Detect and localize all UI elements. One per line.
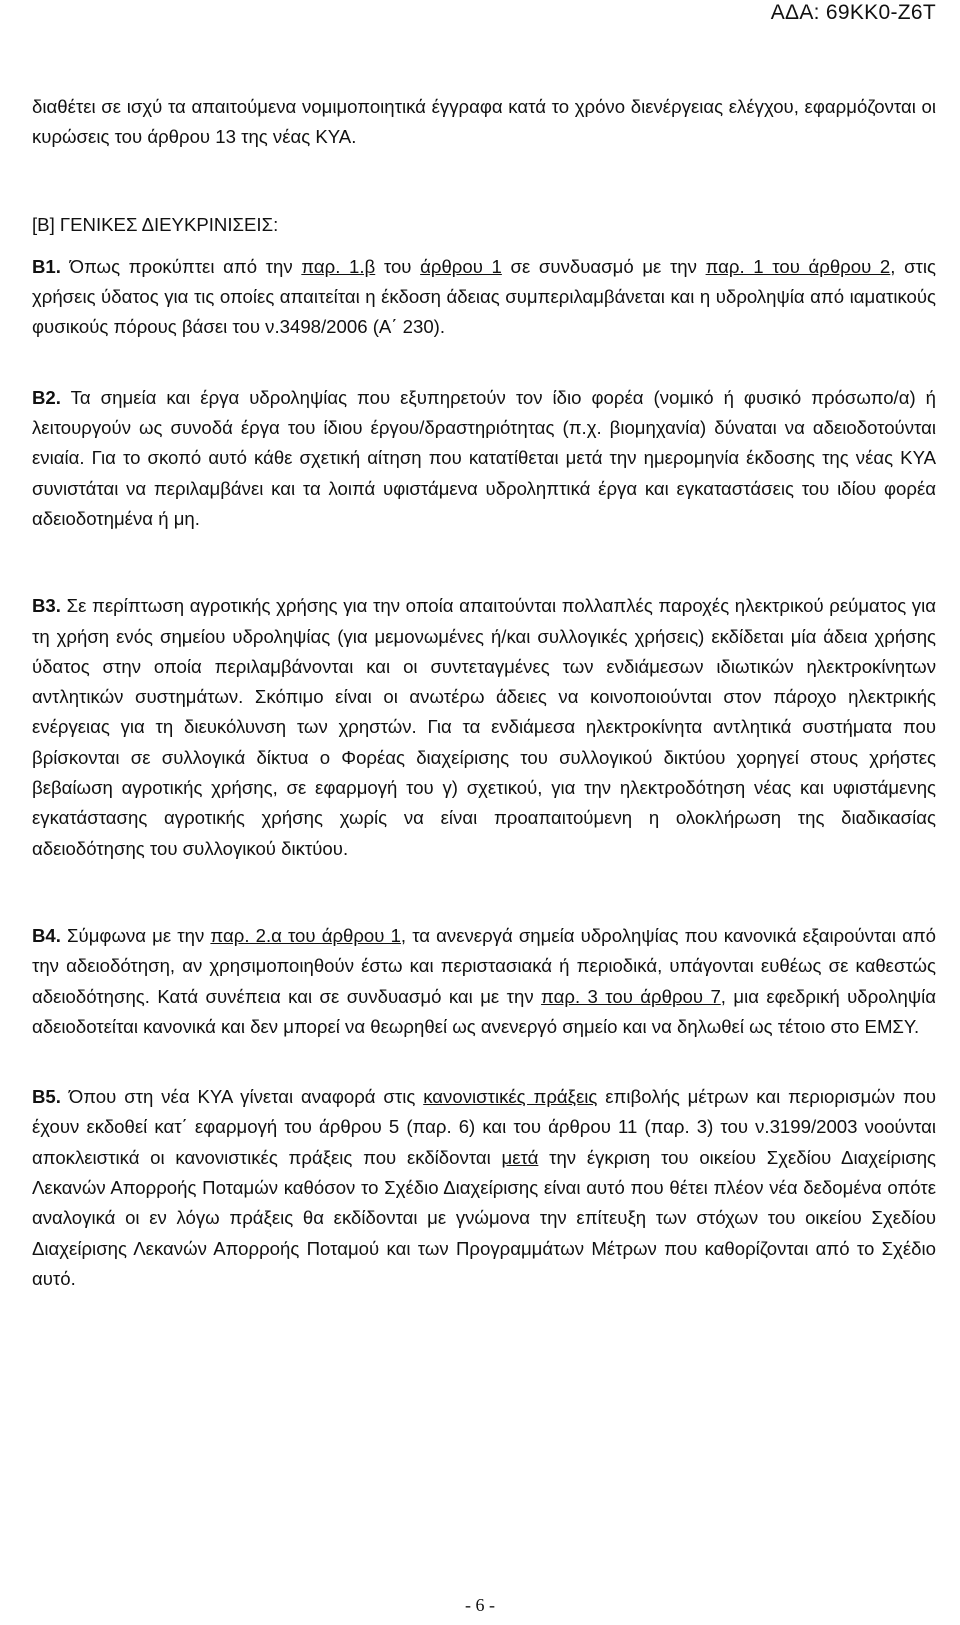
b3-label: Β3. [32, 595, 61, 617]
b1-label: Β1. [32, 255, 61, 277]
b1-text-2: του [375, 255, 421, 277]
b4-text-2: , τα ανενεργά σημεία υδροληψίας που κανονικά εξαιρούνται από την αδειοδότηση, αν χρησιμοποιηθούν έστω και περιστασιακά ή περιοδικά, υπάγονται ευθέως σε καθεστώς αδειοδότησης. Κατά συνέπεια και σε συνδυασμό και με την [32, 924, 936, 1007]
b2-label: Β2. [32, 386, 61, 408]
paragraph-b1 [32, 252, 936, 343]
b4-text-1: Σύμφωνα με την [60, 924, 211, 946]
paragraph-b4 [32, 921, 936, 1042]
b5-text-2: επιβολής μέτρων και περιορισμών που έχουν εκδοθεί κατ΄ εφαρμογή του άρθρου 5 (παρ. 6) και του άρθρου 11 (παρ. 3) του ν.3199/2003 νοούνται αποκλειστικά οι κανονιστικές πράξεις που εκδίδονται [32, 1086, 936, 1168]
b4-label: Β4. [32, 924, 61, 946]
paragraph-b3 [32, 591, 936, 864]
paragraph-b5 [32, 1082, 936, 1294]
intro-paragraph: διαθέτει σε ισχύ τα απαιτούμενα νομιμοποιητικά έγγραφα κατά το χρόνο διενέργειας ελέγχου, εφαρμόζονται οι κυρώσεις του άρθρου 13 της νέας ΚΥΑ. [32, 96, 936, 148]
b1-text-4: , στις χρήσεις ύδατος για τις οποίες απαιτείται η έκδοση άδειας συμπεριλαμβάνεται και η υδροληψία από ιαματικούς φυσικούς πόρους βάσει του ν.3498/2006 (Α΄ 230). [32, 255, 936, 338]
document-body [32, 92, 936, 1294]
page-number: - 6 - [465, 1595, 495, 1615]
b1-link-par1b[interactable]: παρ. 1.β [301, 255, 376, 277]
b5-underlined-after: μετά [501, 1146, 539, 1168]
b2-text: Τα σημεία και έργα υδροληψίας που εξυπηρετούν τον ίδιο φορέα (νομικό ή φυσικό πρόσωπο/α) ή λειτουργούν ως συνοδά έργα του ίδιου έργου/δραστηριότητας (π.χ. βιομηχανία) δύναται να αδειοδοτούνται ενιαία. Για το σκοπό αυτό κάθε σχετική αίτηση που κατατίθεται μετά την ημερομηνία έκδοσης της νέας ΚΥΑ συνιστάται να περιλαμβάνει και τα λοιπά υφιστάμενα υδροληπτικά έργα και εγκαταστάσεις του ιδίου φορέα αδειοδοτημένα ή μη. [32, 386, 936, 529]
section-title: [Β] ΓΕΝΙΚΕΣ ΔΙΕΥΚΡΙΝΙΣΕΙΣ: [32, 213, 279, 235]
b5-text-1: Όπου στη νέα ΚΥΑ γίνεται αναφορά στις [60, 1086, 424, 1108]
b5-label: Β5. [32, 1086, 61, 1108]
b5-text-3: την έγκριση του οικείου Σχεδίου Διαχείρισης Λεκανών Απορροής Ποταμών καθόσον το Σχέδιο Διαχείρισης είναι αυτό που θέτει πλέον νέα δεδομένα οπότε αναλογικά οι εν λόγω πράξεις θα εκδίδονται με γνώμονα την επίτευξη των στόχων του οικείου Σχεδίου Διαχείρισης Λεκανών Απορροής Ποταμού και των Προγραμμάτων Μέτρων που καθορίζονται από το Σχέδιο αυτό. [32, 1146, 936, 1289]
b1-link-article1[interactable]: άρθρου 1 [420, 255, 502, 277]
paragraph-b2 [32, 383, 936, 534]
b1-text-3: σε συνδυασμό με την [501, 255, 706, 277]
b4-link-par3-article7[interactable]: παρ. 3 του άρθρου 7 [541, 985, 721, 1007]
b1-link-article2[interactable]: παρ. 1 του άρθρου 2 [705, 255, 891, 277]
ada-identifier: ΑΔΑ: 69ΚΚ0-Ζ6Τ [770, 1, 936, 24]
b4-text-3: , μια εφεδρική υδροληψία αδειοδοτείται κανονικά και δεν μπορεί να θεωρηθεί ως ανενεργό σημείο και να δηλωθεί ως τέτοιο στο ΕΜΣΥ. [32, 985, 936, 1037]
b1-text-1: Όπως προκύπτει από την [60, 255, 302, 277]
b5-link-regulatory-acts[interactable]: κανονιστικές πράξεις [423, 1086, 598, 1108]
b4-link-par2a[interactable]: παρ. 2.α του άρθρου 1 [210, 924, 401, 946]
b3-text: Σε περίπτωση αγροτικής χρήσης για την οποία απαιτούνται πολλαπλές παροχές ηλεκτρικού ρεύματος για τη χρήση ενός σημείου υδροληψίας (για μεμονωμένες ή/και συλλογικές χρήσεις) εκδίδεται μία άδεια χρήσης ύδατος στην οποία περιλαμβάνονται και οι συντεταγμένες των ενδιάμεσων ιδιωτικών ηλεκτροκίνητων αντλητικών συστημάτων. Σκόπιμο είναι οι ανωτέρω άδειες να κοινοποιούνται στον πάροχο ηλεκτρικής ενέργειας για τη διευκόλυνση των χρηστών. Για τα ενδιάμεσα ηλεκτροκίνητα αντλητικά συστήματα που βρίσκονται σε συλλογικά δίκτυα ο Φορέας διαχείρισης του συλλογικού δικτύου χορηγεί στους χρήστες βεβαίωση αγροτικής χρήσης, σε εφαρμογή του γ) σχετικού, για την ηλεκτροδότηση νέας και υφιστάμενης εγκατάστασης αγροτικής χρήσης χωρίς να είναι προαπαιτούμενη η ολοκλήρωση της διαδικασίας αδειοδότησης του συλλογικού δικτύου. [32, 595, 936, 859]
